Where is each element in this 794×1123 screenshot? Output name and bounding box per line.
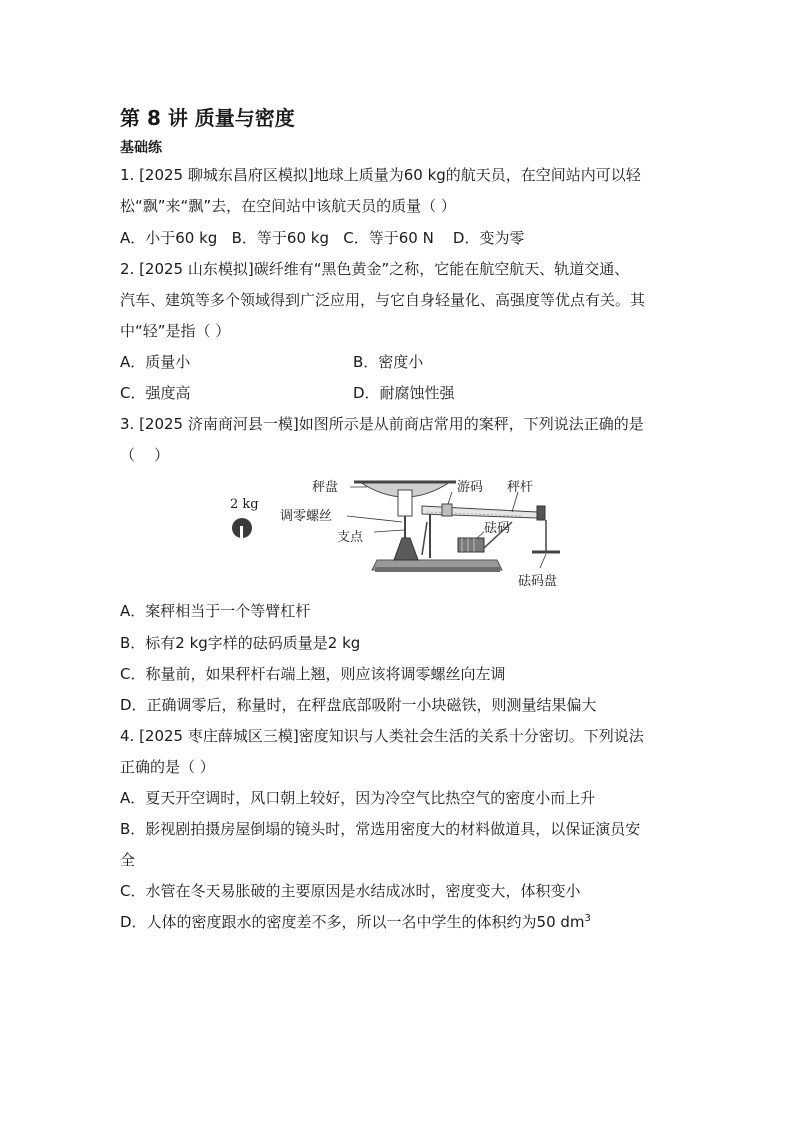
- question-4-option-c: C．水管在冬天易胀破的主要原因是水结成冰时，密度变大，体积变小: [120, 882, 581, 900]
- question-2-line-1: 2. [2025 山东模拟]碳纤维有“黑色黄金”之称，它能在航空航天、轨道交通、: [120, 260, 630, 278]
- section-heading: 基础练: [120, 140, 162, 156]
- question-3-option-b: B．标有2 kg字样的砝码质量是2 kg: [120, 634, 361, 652]
- question-4-line-2: 正确的是（ ）: [120, 758, 215, 776]
- question-4-option-b-line-2: 全: [120, 851, 136, 869]
- label-rider: 游码: [457, 480, 484, 495]
- question-2-line-2: 汽车、建筑等多个领域得到广泛应用，与它自身轻量化、高强度等优点有关。其: [120, 291, 646, 309]
- cube-superscript: 3: [584, 913, 591, 924]
- label-pan: 秤盘: [312, 480, 339, 495]
- label-fulcrum: 支点: [337, 530, 364, 545]
- question-2-option-b: B．密度小: [353, 353, 424, 371]
- question-2-line-3: 中“轻”是指（ ）: [120, 322, 231, 340]
- question-4-option-a: A．夏天开空调时，风口朝上较好，因为冷空气比热空气的密度小而上升: [120, 789, 596, 807]
- question-4-option-b-line-1: B．影视剧拍摄房屋倒塌的镜头时，常选用密度大的材料做道具，以保证演员安: [120, 820, 641, 838]
- question-4-option-d-text: D．人体的密度跟水的密度差不多，所以一名中学生的体积约为50 dm: [120, 913, 585, 931]
- question-2-option-c: C．强度高: [120, 384, 191, 402]
- question-3-option-a: A．案秤相当于一个等臂杠杆: [120, 602, 311, 620]
- question-4-option-d: [120, 912, 591, 932]
- question-3-option-c: C．称量前，如果秤杆右端上翘，则应该将调零螺丝向左调: [120, 665, 506, 683]
- label-weight-pan: 砝码盘: [518, 574, 558, 589]
- scale-pillar: [394, 538, 418, 560]
- question-1-line-1: 1. [2025 聊城东昌府区模拟]地球上质量为60 kg的航天员，在空间站内可以轻: [120, 166, 641, 184]
- question-2-option-d: D．耐腐蚀性强: [353, 384, 455, 402]
- question-1-options: A．小于60 kg B．等于60 kg C．等于60 N D．变为零: [120, 229, 525, 247]
- question-3-line-2: （ ）: [120, 446, 170, 464]
- rider-weight: [442, 504, 452, 516]
- question-1-line-2: 松“飘”来“飘”去，在空间站中该航天员的质量（ ）: [120, 197, 456, 215]
- label-beam: 秤杆: [507, 480, 534, 495]
- question-2-option-a: A．质量小: [120, 353, 191, 371]
- page-title: 第 8 讲 质量与密度: [120, 106, 295, 130]
- question-3-line-1: 3. [2025 济南商河县一模]如图所示是从前商店常用的案秤，下列说法正确的是: [120, 415, 644, 433]
- label-zero-screw: 调零螺丝: [280, 509, 333, 524]
- weight-label-2kg: 2 kg: [230, 497, 259, 512]
- question-4-line-1: 4. [2025 枣庄薛城区三模]密度知识与人类社会生活的关系十分密切。下列说法: [120, 727, 644, 745]
- label-weight: 砝码: [484, 521, 511, 536]
- question-3-option-d: D．正确调零后，称量时，在秤盘底部吸附一小块磁铁，则测量结果偏大: [120, 696, 597, 714]
- platform-scale-figure: [222, 470, 572, 592]
